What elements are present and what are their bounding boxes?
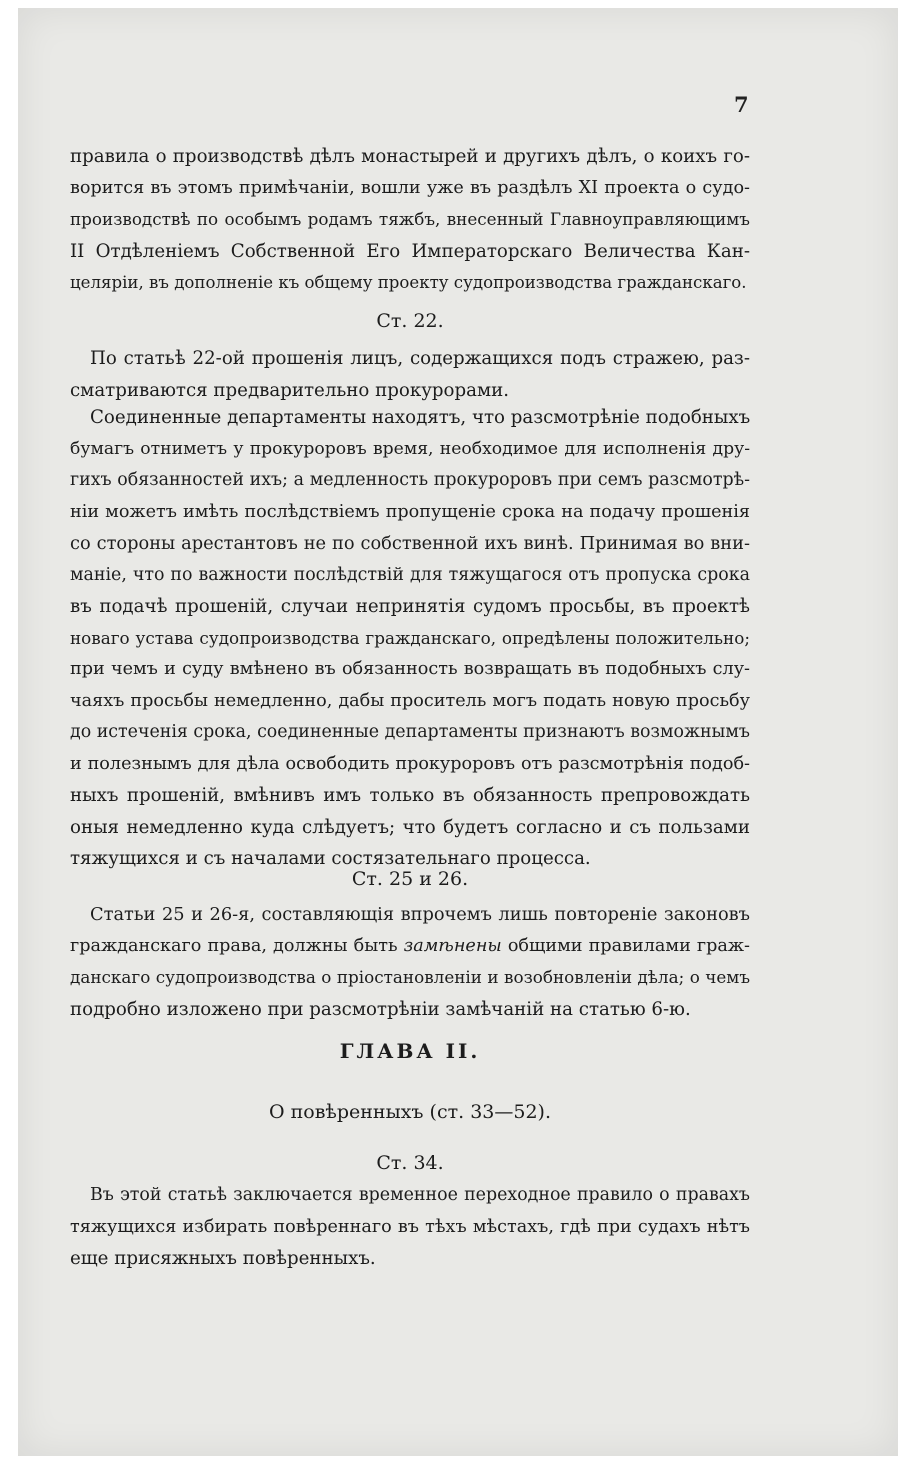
paragraph-3 (70, 402, 750, 875)
paragraph-4 (70, 899, 750, 1025)
text-line: бумагъ отниметъ у прокуроровъ время, необходимое для исполненія дру- (70, 438, 750, 459)
text-line: II Отдѣленіемъ Собственной Его Императорскаго Величества Кан- (70, 240, 750, 262)
text-line: тяжущихся избирать повѣреннаго въ тѣхъ мѣстахъ, гдѣ при судахъ нѣтъ (70, 1216, 750, 1237)
text-line: со стороны арестантовъ не по собственной ихъ винѣ. Принимая во вни- (70, 533, 750, 554)
text-line: По статьѣ 22-ой прошенія лицъ, содержащихся подъ стражею, раз- (90, 348, 750, 369)
paragraph-2 (70, 343, 750, 406)
text-line: чаяхъ просьбы немедленно, дабы проситель могъ подать новую просьбу (70, 690, 750, 711)
text-line: гихъ обязанностей ихъ; а медленность прокуроровъ при семъ разсмотрѣ- (70, 470, 750, 490)
article-heading-25-26: Ст. 25 и 26. (351, 868, 469, 890)
text-line: ныхъ прошеній, вмѣнивъ имъ только въ обязанность препровождать (70, 785, 750, 806)
paragraph-1 (70, 141, 750, 299)
text-line: маніе, что по важности послѣдствій для тяжущагося отъ пропуска срока (70, 564, 750, 585)
text-line: правила о производствѣ дѣлъ монастырей и другихъ дѣлъ, о коихъ го- (70, 146, 750, 167)
italic-word: замѣнены (403, 935, 502, 956)
text-line: Въ этой статьѣ заключается временное переходное правило о правахъ (90, 1185, 750, 1205)
text-line: оныя немедленно куда слѣдуетъ; что будетъ согласно и съ пользами (70, 816, 750, 838)
text-line: целяріи, въ дополненіе къ общему проекту судопроизводства гражданскаго. (70, 273, 747, 292)
article-heading-22: Ст. 22. (376, 310, 444, 332)
text-line: сматриваются предварительно прокурорами. (70, 379, 510, 401)
text-line: подробно изложено при разсмотрѣніи замѣчаній на статью 6-ю. (70, 998, 691, 1020)
text-line (70, 931, 750, 963)
text-line: ворится въ этомъ примѣчаніи, вошли уже въ раздѣлъ XI проекта о судо- (70, 177, 750, 198)
page-number: 7 (734, 92, 749, 117)
text-line: данскаго судопроизводства о пріостановленіи и возобновленіи дѣла; о чемъ (70, 967, 750, 987)
text-line: Статьи 25 и 26-я, составляющія впрочемъ лишь повтореніе законовъ (90, 904, 750, 925)
text-line: еще присяжныхъ повѣренныхъ. (70, 1248, 376, 1269)
paragraph-5 (70, 1180, 750, 1275)
text-line: ніи можетъ имѣть послѣдствіемъ пропущеніе срока на подачу прошенія (70, 501, 750, 522)
chapter-subtitle: О повѣренныхъ (ст. 33—52). (268, 1101, 552, 1123)
article-heading-34: Ст. 34. (376, 1152, 444, 1174)
text-line: производствѣ по особымъ родамъ тяжбъ, внесенный Главноуправляющимъ (70, 209, 750, 229)
text-line: въ подачѣ прошеній, случаи непринятія судомъ просьбы, въ проектѣ (70, 596, 750, 617)
text-segment: гражданскаго права, должны быть (70, 935, 404, 956)
text-line: и полезнымъ для дѣла освободить прокуроровъ отъ разсмотрѣнія подоб- (70, 753, 750, 774)
scanned-page (18, 8, 898, 1456)
text-line: до истеченія срока, соединенные департаменты признаютъ возможнымъ (70, 722, 750, 742)
text-line: Соединенные департаменты находятъ, что разсмотрѣніе подобныхъ (90, 407, 751, 428)
chapter-heading: ГЛАВА II. (339, 1039, 481, 1063)
text-line: при чемъ и суду вмѣнено въ обязанность возвращать въ подобныхъ слу- (70, 659, 750, 679)
text-line: новаго устава судопроизводства гражданскаго, опредѣлены положительно; (70, 627, 750, 648)
text-line: тяжущихся и съ началами состязательнаго процесса. (70, 848, 591, 869)
text-segment: общими правилами граж- (501, 935, 750, 956)
